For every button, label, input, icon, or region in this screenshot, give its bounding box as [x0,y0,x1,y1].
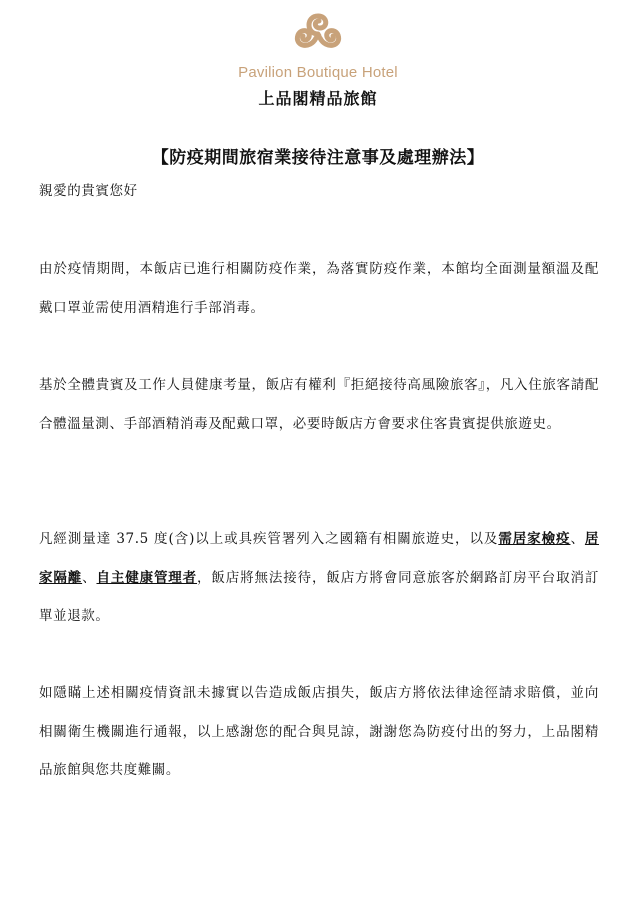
triple-spiral-logo-icon [286,8,350,64]
paragraph-3-text-a: 凡經測量達 37.5 度(含)以上或具疾管署列入之國籍有相關旅遊史，以及 [39,531,499,547]
paragraph-3 [39,520,599,636]
greeting: 親愛的貴賓您好 [39,183,138,199]
brand-name-english: Pavilion Boutique Hotel [238,64,398,81]
home-quarantine-underlined: 需居家檢疫 [498,531,571,547]
paragraph-1: 由於疫情期間，本飯店已進行相關防疫作業，為落實防疫作業，本館均全面測量額溫及配戴口罩並需使用酒精進行手部消毒。 [39,261,599,316]
hotel-logo [0,8,636,64]
self-health-management-underlined: 自主健康管理者 [96,569,198,586]
paragraph-4: 如隱瞞上述相關疫情資訊未據實以告造成飯店損失，飯店方將依法律途徑請求賠償，並向相關衛生機關進行通報，以上感謝您的配合與見諒，謝謝您為防疫付出的努力，上品閣精品旅館與您共度難關。 [39,685,599,778]
home-isolation-underlined: 居家隔離 [39,531,600,586]
separator-1: 、 [570,531,585,547]
paragraph-3-text-b: ，飯店將無法接待，飯店方將會同意旅客於網路訂房平台取消訂單並退款。 [39,569,599,624]
separator-2: 、 [82,569,97,586]
brand-name-chinese: 上品閣精品旅館 [258,89,378,108]
paragraph-2: 基於全體貴賓及工作人員健康考量，飯店有權利『拒絕接待高風險旅客』，凡入住旅客請配合體溫量測、手部酒精消毒及配戴口罩，必要時飯店方會要求住客貴賓提供旅遊史。 [39,377,599,432]
document-title: 【防疫期間旅宿業接待注意事及處理辦法】 [151,148,485,168]
